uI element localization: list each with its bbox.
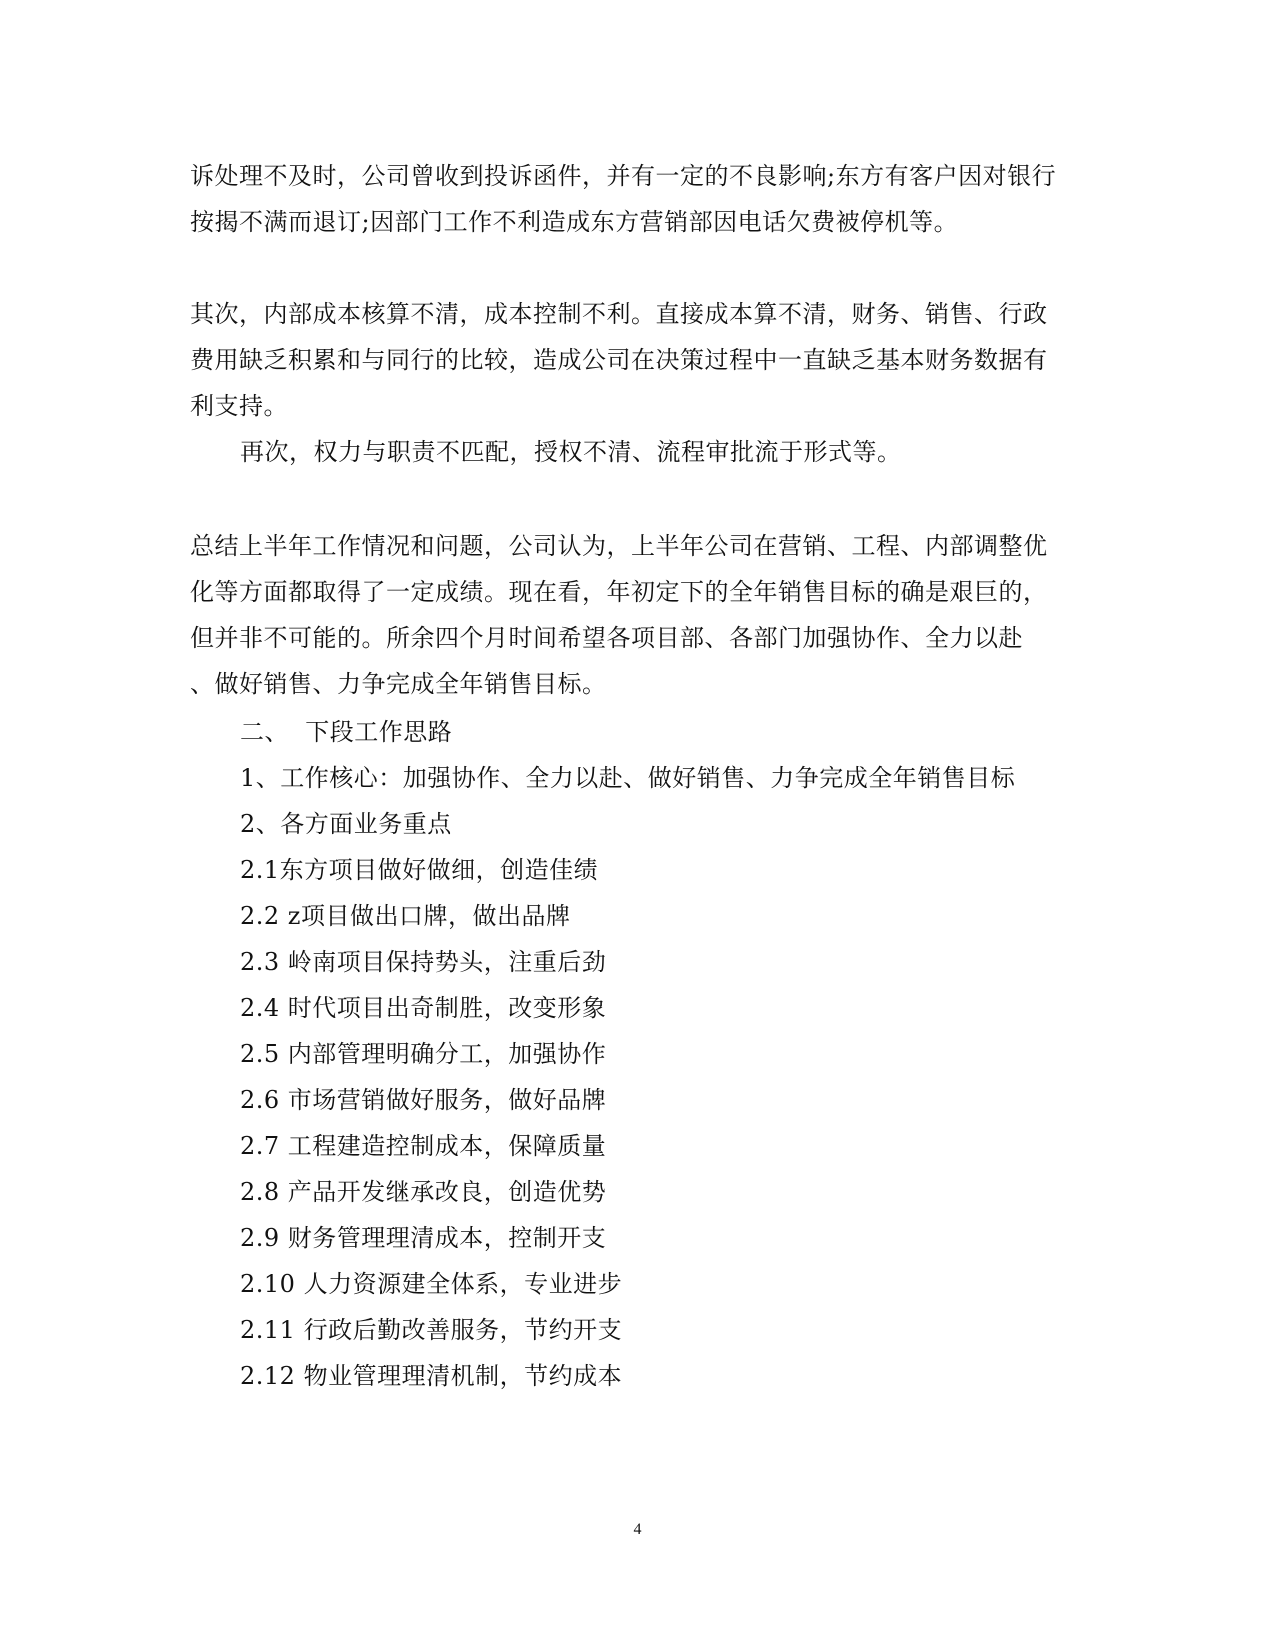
paragraph-4-line-4: 、做好销售、力争完成全年销售目标。 bbox=[190, 670, 607, 698]
paragraph-3-line-1: 再次，权力与职责不匹配，授权不清、流程审批流于形式等。 bbox=[240, 438, 902, 466]
list-item: 2.11 行政后勤改善服务，节约开支 bbox=[240, 1316, 623, 1344]
paragraph-4-line-1: 总结上半年工作情况和问题，公司认为，上半年公司在营销、工程、内部调整优 bbox=[190, 532, 1048, 560]
paragraph-2-line-2: 费用缺乏积累和与同行的比较，造成公司在决策过程中一直缺乏基本财务数据有 bbox=[190, 346, 1048, 374]
section-heading: 二、 下段工作思路 bbox=[240, 718, 453, 746]
paragraph-2-line-1: 其次，内部成本核算不清，成本控制不利。直接成本算不清，财务、销售、行政 bbox=[190, 300, 1048, 328]
page-number: 4 bbox=[633, 1521, 642, 1538]
list-item: 2.7 工程建造控制成本，保障质量 bbox=[240, 1132, 607, 1160]
list-item: 2.5 内部管理明确分工，加强协作 bbox=[240, 1040, 607, 1068]
list-item: 2.6 市场营销做好服务，做好品牌 bbox=[240, 1086, 607, 1114]
list-item: 2.1东方项目做好做细，创造佳绩 bbox=[240, 856, 599, 884]
list-item: 2.8 产品开发继承改良，创造优势 bbox=[240, 1178, 607, 1206]
list-item: 2.3 岭南项目保持势头，注重后劲 bbox=[240, 948, 607, 976]
list-item: 2.12 物业管理理清机制，节约成本 bbox=[240, 1362, 623, 1390]
list-item: 2.4 时代项目出奇制胜，改变形象 bbox=[240, 994, 607, 1022]
paragraph-1-line-2: 按揭不满而退订;因部门工作不利造成东方营销部因电话欠费被停机等。 bbox=[190, 208, 959, 236]
list-item: 2.9 财务管理理清成本，控制开支 bbox=[240, 1224, 607, 1252]
paragraph-4-line-3: 但并非不可能的。所余四个月时间希望各项目部、各部门加强协作、全力以赴 bbox=[190, 624, 1023, 652]
list-item: 2.2 z项目做出口牌，做出品牌 bbox=[240, 902, 571, 930]
list-item: 2、各方面业务重点 bbox=[240, 810, 452, 838]
paragraph-4-line-2: 化等方面都取得了一定成绩。现在看，年初定下的全年销售目标的确是艰巨的， bbox=[190, 578, 1048, 606]
paragraph-2-line-3: 利支持。 bbox=[190, 392, 288, 420]
paragraph-1-line-1: 诉处理不及时，公司曾收到投诉函件，并有一定的不良影响;东方有客户因对银行 bbox=[190, 162, 1057, 190]
list-item: 1、工作核心：加强协作、全力以赴、做好销售、力争完成全年销售目标 bbox=[240, 764, 1016, 792]
list-item: 2.10 人力资源建全体系，专业进步 bbox=[240, 1270, 623, 1298]
